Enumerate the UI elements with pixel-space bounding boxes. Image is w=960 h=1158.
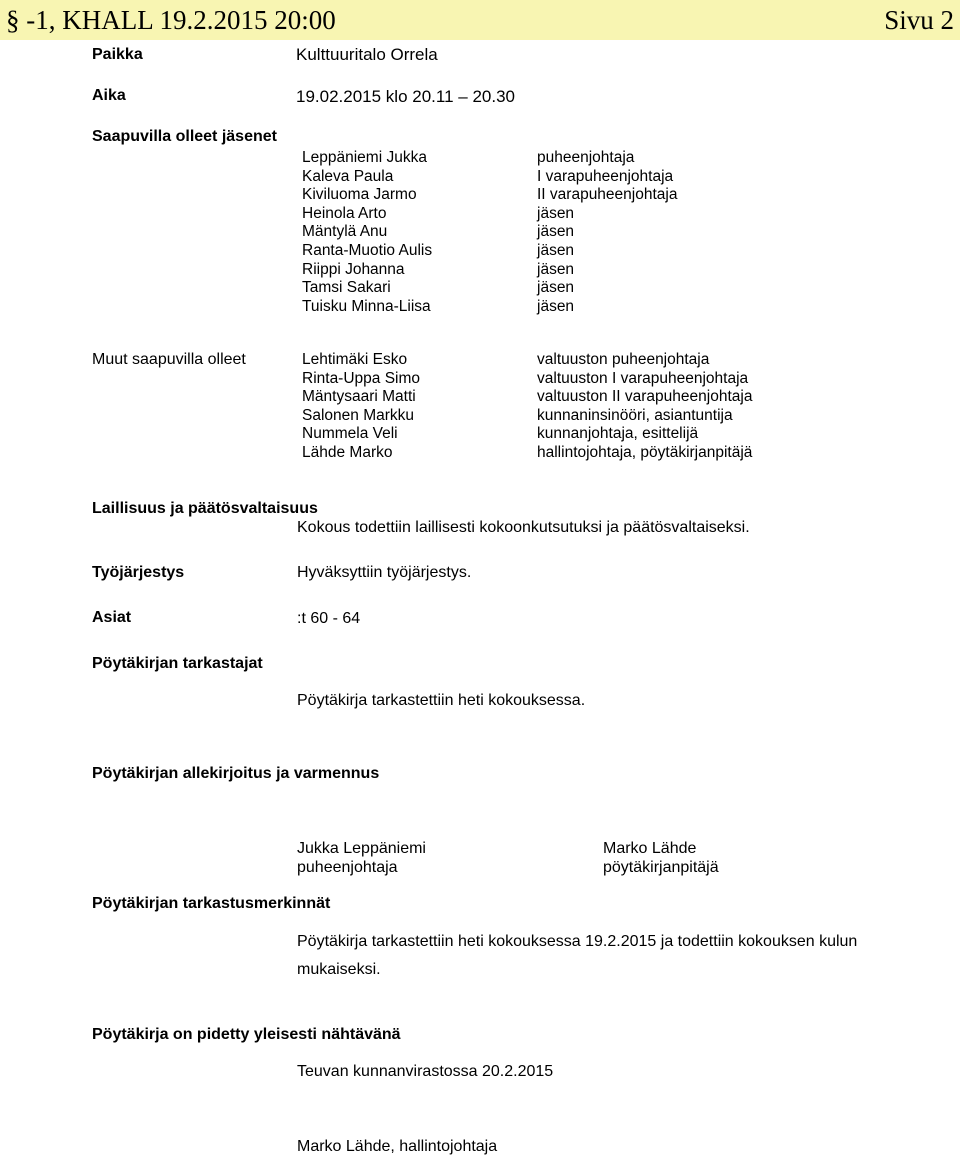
page-header	[0, 0, 960, 40]
agenda-text: Hyväksyttiin työjärjestys.	[297, 564, 472, 581]
public-signer: Marko Lähde, hallintojohtaja	[297, 1138, 498, 1155]
public-label: Pöytäkirja on pidetty yleisesti nähtävänä	[92, 1026, 401, 1043]
list-item: valtuuston puheenjohtaja	[537, 351, 710, 368]
secretary-name: Marko Lähde	[603, 840, 697, 857]
list-item: jäsen	[537, 260, 575, 278]
signatures-label: Pöytäkirjan allekirjoitus ja varmennus	[92, 765, 380, 782]
list-item: Kaleva Paula	[302, 167, 394, 185]
list-item: hallintojohtaja, pöytäkirjanpitäjä	[537, 443, 753, 461]
list-item: jäsen	[537, 223, 575, 241]
list-item: I varapuheenjohtaja	[537, 167, 674, 185]
list-item: Tuisku Minna-Liisa	[302, 297, 431, 315]
header-page-number: Sivu 2	[884, 5, 954, 35]
present-label: Saapuvilla olleet jäsenet	[92, 128, 277, 145]
agenda-label: Työjärjestys	[92, 564, 185, 581]
public-place: Teuvan kunnanvirastossa 20.2.2015	[297, 1063, 554, 1080]
checkers-label: Pöytäkirjan tarkastajat	[92, 655, 263, 672]
others-names	[302, 351, 420, 463]
list-item: jäsen	[537, 279, 575, 297]
list-item: Mäntylä Anu	[302, 223, 388, 241]
legality-label: Laillisuus ja päätösvaltaisuus	[92, 500, 318, 517]
list-item: valtuuston II varapuheenjohtaja	[537, 388, 753, 406]
place-label: Paikka	[92, 46, 143, 63]
list-item: jäsen	[537, 204, 575, 222]
list-item: kunnanjohtaja, esittelijä	[537, 425, 699, 443]
list-item: Mäntysaari Matti	[302, 388, 416, 406]
list-item: Lehtimäki Esko	[302, 351, 408, 368]
secretary-role: pöytäkirjanpitäjä	[603, 859, 719, 876]
legality-text: Kokous todettiin laillisesti kokoonkutsutuksi ja päätösvaltaiseksi.	[297, 519, 750, 536]
list-item: Ranta-Muotio Aulis	[302, 241, 433, 259]
items-text: :t 60 - 64	[297, 610, 361, 627]
items-label: Asiat	[92, 609, 132, 626]
others-roles	[537, 351, 752, 463]
list-item: Heinola Arto	[302, 204, 387, 222]
place-value: Kulttuuritalo Orrela	[296, 45, 438, 64]
present-roles	[537, 149, 677, 316]
list-item: Nummela Veli	[302, 425, 398, 443]
check-marks-label: Pöytäkirjan tarkastusmerkinnät	[92, 895, 331, 912]
list-item: Leppäniemi Jukka	[302, 149, 427, 166]
time-label: Aika	[92, 87, 126, 104]
list-item: Salonen Markku	[302, 406, 415, 424]
chair-role: puheenjohtaja	[297, 859, 398, 876]
list-item: jäsen	[537, 297, 575, 315]
time-value: 19.02.2015 klo 20.11 – 20.30	[296, 87, 515, 106]
header-section-ref: § -1, KHALL 19.2.2015 20:00	[6, 5, 336, 35]
list-item: Kiviluoma Jarmo	[302, 186, 417, 204]
list-item: Rinta-Uppa Simo	[302, 369, 421, 387]
list-item: kunnaninsinööri, asiantuntija	[537, 406, 733, 424]
list-item: Tamsi Sakari	[302, 279, 391, 297]
check-marks-line2: mukaiseksi.	[297, 961, 381, 978]
list-item: Riippi Johanna	[302, 260, 405, 278]
list-item: valtuuston I varapuheenjohtaja	[537, 369, 749, 387]
present-names	[302, 149, 432, 316]
list-item: II varapuheenjohtaja	[537, 186, 678, 204]
list-item: jäsen	[537, 241, 575, 259]
chair-name: Jukka Leppäniemi	[297, 840, 426, 857]
check-marks-line1: Pöytäkirja tarkastettiin heti kokouksessa 19.2.2015 ja todettiin kokouksen kulun	[297, 933, 858, 950]
list-item: puheenjohtaja	[537, 149, 635, 166]
list-item: Lähde Marko	[302, 443, 393, 461]
others-label: Muut saapuvilla olleet	[92, 351, 246, 368]
checkers-text: Pöytäkirja tarkastettiin heti kokouksessa.	[297, 692, 586, 709]
